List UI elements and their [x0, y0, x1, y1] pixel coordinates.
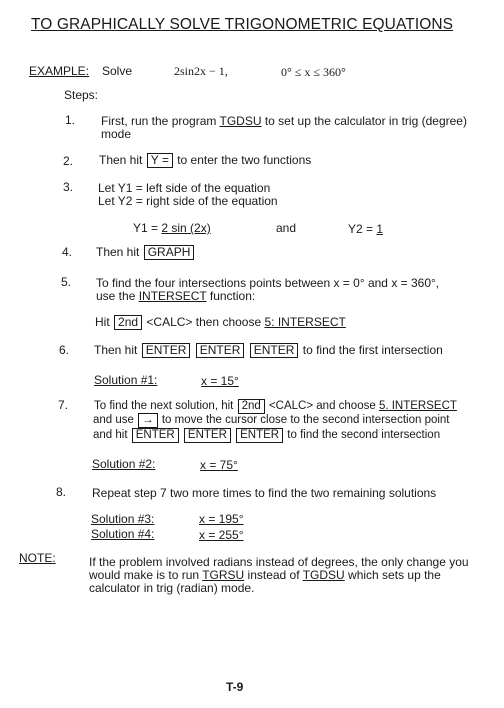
step6-text-b: to find the first intersection: [302, 343, 443, 357]
step7-number: 7.: [58, 398, 69, 412]
key-enter: ENTER: [184, 428, 231, 443]
step5-line2: [96, 289, 255, 303]
note-text-b: instead of: [247, 568, 300, 582]
example-solve: Solve: [102, 64, 133, 78]
key-2nd: 2nd: [114, 315, 142, 330]
example-equation: 2sin2x − 1,: [174, 64, 228, 78]
solution3-label: Solution #3:: [91, 512, 155, 526]
program-tgdsu: TGDSU: [219, 114, 262, 128]
key-enter: ENTER: [132, 428, 179, 443]
step2-text-b: to enter the two functions: [177, 153, 312, 167]
key-enter: ENTER: [250, 343, 299, 358]
note-line1: If the problem involved radians instead of degrees, the only change you: [89, 555, 469, 569]
step5-text-a: use the: [96, 289, 136, 303]
step7-line1: [94, 399, 457, 414]
calc-choose-text: <CALC> then choose: [146, 315, 262, 329]
note-label: NOTE:: [19, 551, 56, 565]
step7-line3: [93, 428, 440, 443]
step1-number: 1.: [65, 113, 76, 127]
y2-definition: [348, 222, 383, 236]
solution3-value: x = 195°: [199, 512, 244, 526]
key-enter: ENTER: [236, 428, 283, 443]
note-text-c: which sets up the: [348, 568, 441, 582]
program-tgdsu: TGDSU: [302, 568, 345, 582]
step4-line: [96, 245, 195, 260]
page-title: TO GRAPHICALLY SOLVE TRIGONOMETRIC EQUATIONS: [31, 16, 454, 33]
step7-text-a: To find the next solution, hit: [94, 400, 234, 412]
program-tgrsu: TGRSU: [202, 568, 245, 582]
y1-label: Y1 =: [133, 221, 159, 235]
step8-line: Repeat step 7 two more times to find the two remaining solutions: [92, 486, 437, 500]
step1-line1: [101, 114, 467, 128]
steps-label: Steps:: [64, 88, 99, 102]
solution2-label: Solution #2:: [92, 457, 156, 471]
page-number: T-9: [226, 680, 244, 694]
step6-line: [94, 343, 443, 358]
intersect-choice: 5. INTERSECT: [378, 400, 457, 412]
step2-number: 2.: [63, 154, 74, 168]
step7-text-c: and use: [93, 414, 134, 426]
step2-line: [99, 153, 311, 168]
and-word: and: [276, 221, 297, 235]
step3-line1: Let Y1 = left side of the equation: [98, 181, 271, 195]
solution1-label: Solution #1:: [94, 373, 158, 387]
example-label: EXAMPLE:: [29, 64, 90, 78]
note-text-a: would make is to run: [89, 568, 200, 582]
key-enter: ENTER: [142, 343, 191, 358]
step7-text-b: <CALC> and choose: [268, 400, 376, 412]
key-2nd: 2nd: [238, 399, 265, 414]
step8-number: 8.: [56, 485, 67, 499]
hit-text: Hit: [95, 315, 110, 329]
key-y-equals: Y =: [147, 153, 173, 168]
key-graph: GRAPH: [144, 245, 195, 260]
step3-line2: Let Y2 = right side of the equation: [98, 194, 278, 208]
step6-text-a: Then hit: [94, 343, 138, 357]
key-enter: ENTER: [196, 343, 245, 358]
y1-definition: [133, 221, 211, 235]
step5-line1: To find the four intersections points between x = 0° and x = 360°,: [96, 276, 440, 290]
note-line2: [89, 568, 441, 582]
y2-value: 1: [376, 222, 384, 236]
note-line3: calculator in trig (radian) mode.: [89, 581, 255, 595]
step1-text-b: to set up the calculator in trig (degree): [264, 114, 467, 128]
key-right-arrow: →: [138, 413, 158, 428]
step6-number: 6.: [59, 343, 70, 357]
step5-number: 5.: [61, 275, 72, 289]
intersect-choice: 5: INTERSECT: [264, 315, 346, 329]
step1-line2: mode: [101, 127, 132, 141]
solution1-value: x = 15°: [201, 374, 239, 388]
step5-text-b: function:: [209, 289, 256, 303]
step2-text-a: Then hit: [99, 153, 143, 167]
hit-2nd-line: [95, 315, 346, 330]
step1-text-a: First, run the program: [101, 114, 217, 128]
step3-number: 3.: [63, 180, 74, 194]
example-domain: 0° ≤ x ≤ 360°: [281, 65, 346, 79]
solution4-value: x = 255°: [199, 528, 244, 542]
step7-line2: [93, 413, 450, 428]
solution2-value: x = 75°: [200, 458, 238, 472]
intersect-word: INTERSECT: [138, 289, 207, 303]
step4-number: 4.: [62, 245, 73, 259]
y2-label: Y2 =: [348, 222, 374, 236]
step7-text-f: to find the second intersection: [287, 429, 441, 441]
solution4-label: Solution #4:: [91, 527, 155, 541]
step4-text: Then hit: [96, 245, 140, 259]
step7-text-e: and hit: [93, 429, 128, 441]
y1-value: 2 sin (2x): [161, 221, 211, 235]
step7-text-d: to move the cursor close to the second intersection point: [161, 414, 450, 426]
